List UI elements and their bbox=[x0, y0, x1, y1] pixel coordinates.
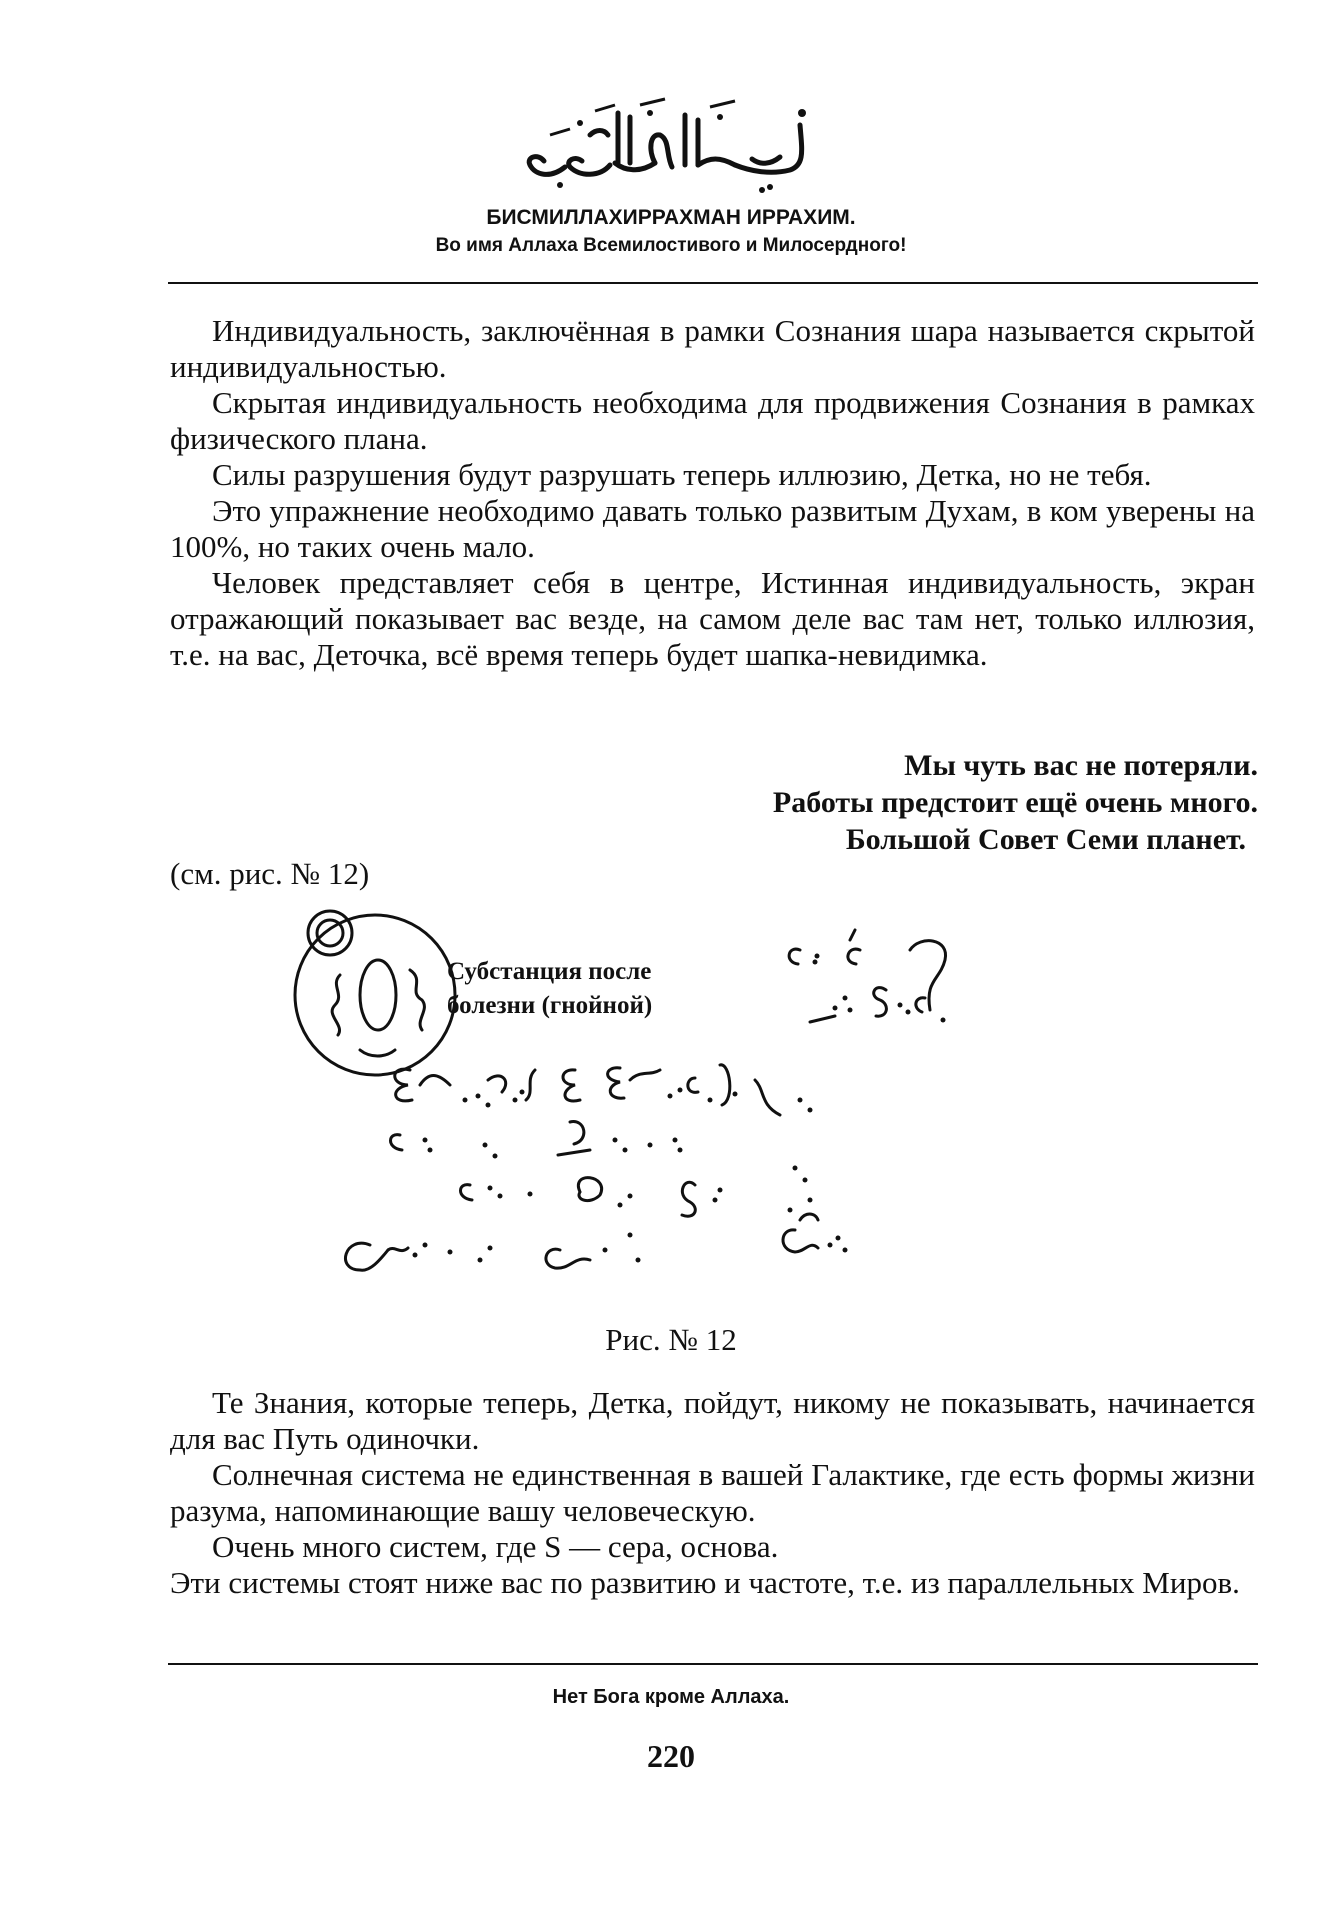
header-divider bbox=[168, 282, 1258, 284]
figure-label-line: Субстанция после bbox=[447, 958, 652, 985]
signature-line: Мы чуть вас не потеряли. bbox=[904, 749, 1258, 782]
paragraph: Эти системы стоят ниже вас по развитию и частоте, т.е. из параллельных Миров. bbox=[170, 1565, 1240, 1600]
paragraph: Это упражнение необходимо давать только развитым Духам, в ком уверены на 100%, но таких очень мало. bbox=[170, 493, 1255, 564]
footer-divider bbox=[168, 1663, 1258, 1665]
figure-drawing bbox=[290, 900, 1150, 1300]
body-section-top bbox=[170, 313, 1255, 673]
header-title: БИСМИЛЛАХИРРАХМАН ИРРАХИМ. bbox=[486, 206, 856, 229]
header-subtitle: Во имя Аллаха Всемилостивого и Милосердного! bbox=[435, 235, 907, 256]
paragraph: Индивидуальность, заключённая в рамки Сознания шара называется скрытой индивидуальностью. bbox=[170, 313, 1255, 384]
signature-line: Работы предстоит ещё очень много. bbox=[772, 786, 1258, 819]
body-section-bottom bbox=[170, 1385, 1255, 1601]
signature-line: Большой Совет Семи планет. bbox=[845, 823, 1246, 856]
paragraph: Скрытая индивидуальность необходима для продвижения Сознания в рамках физического плана. bbox=[170, 385, 1255, 456]
paragraph: Силы разрушения будут разрушать теперь иллюзию, Детка, но не тебя. bbox=[212, 457, 1152, 492]
signature-block bbox=[773, 747, 1258, 858]
paragraph: Те Знания, которые теперь, Детка, пойдут, никому не показывать, начинается для вас Путь одиночки. bbox=[170, 1385, 1255, 1456]
footer-motto: Нет Бога кроме Аллаха. bbox=[552, 1686, 790, 1708]
page-number: 220 bbox=[647, 1738, 695, 1774]
paragraph: Очень много систем, где S — сера, основа. bbox=[212, 1529, 779, 1564]
paragraph: Человек представляет себя в центре, Истинная индивидуальность, экран отражающий показывает вас везде, на самом деле вас там нет, только иллюзия, т.е. на вас, Деточка, всё время теперь будет шапка-невидимка. bbox=[170, 565, 1255, 672]
paragraph: Солнечная система не единственная в вашей Галактике, где есть формы жизни разума, напоминающие вашу человеческую. bbox=[170, 1457, 1255, 1528]
figure-label-line: болезни (гнойной) bbox=[447, 992, 653, 1019]
basmala-calligraphy bbox=[520, 95, 820, 200]
figure-caption: Рис. № 12 bbox=[605, 1322, 737, 1357]
figure-label bbox=[447, 955, 652, 1023]
figure-reference: (см. рис. № 12) bbox=[170, 856, 370, 891]
